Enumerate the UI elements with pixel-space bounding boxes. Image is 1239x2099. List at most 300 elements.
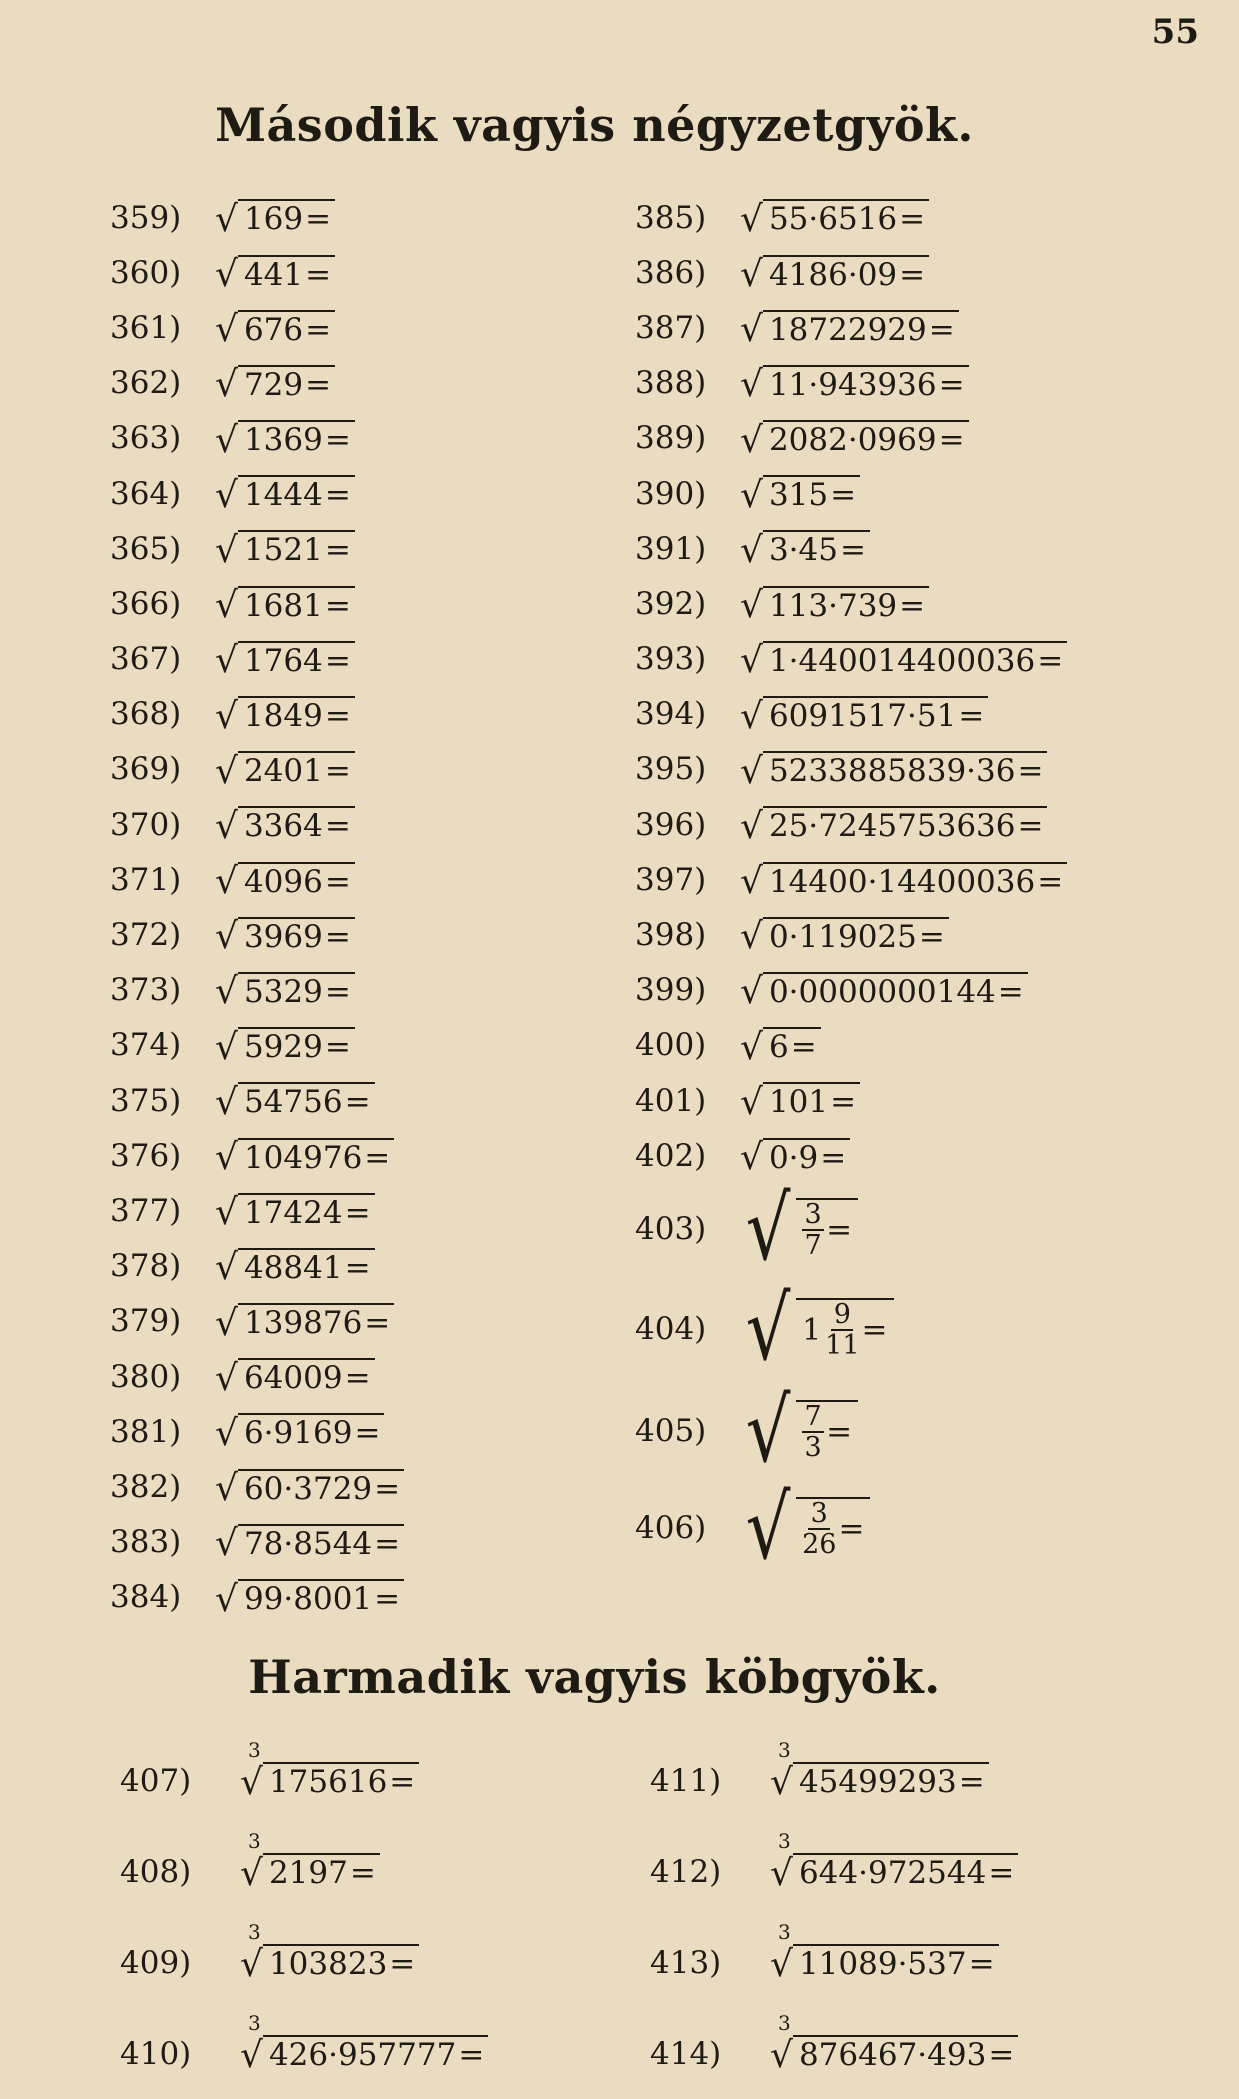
- radical-expression: [215, 474, 355, 516]
- radical-expression: [240, 1829, 380, 1894]
- equals-sign: =: [988, 1855, 1015, 1892]
- denominator: 26: [802, 1529, 837, 1561]
- exercise-number: 394): [635, 696, 707, 733]
- exercise-number: 388): [635, 365, 707, 402]
- radical-expression: [740, 585, 929, 627]
- radicand: 25·7245753636=: [763, 806, 1048, 843]
- exercise-row: [110, 1349, 404, 1404]
- equals-sign: =: [988, 2037, 1015, 2074]
- exercise-number: 398): [635, 917, 707, 954]
- radicand: 5233885839·36=: [763, 751, 1048, 788]
- radicand: 101=: [763, 1082, 860, 1119]
- radical-expression: [215, 419, 355, 461]
- radicand: 2082·0969=: [763, 420, 969, 457]
- exercise-row: [110, 521, 404, 576]
- radical-expression: [215, 309, 335, 351]
- exercise-number: 380): [110, 1358, 182, 1395]
- radical-sign: √: [740, 750, 763, 792]
- exercise-number: 402): [635, 1137, 707, 1174]
- radicand: 2197=: [263, 1853, 380, 1890]
- radicand: 876467·493=: [793, 2035, 1018, 2072]
- radical-expression: [240, 2011, 488, 2076]
- exercise-row: [120, 1735, 488, 1826]
- exercise-number: 363): [110, 420, 182, 457]
- exercise-number: 408): [120, 1853, 192, 1890]
- exercise-row: [110, 1515, 404, 1570]
- radical-expression: [740, 309, 959, 351]
- exercise-row: [110, 1183, 404, 1238]
- root-index: 3: [248, 2011, 261, 2036]
- exercise-row: [635, 576, 1067, 631]
- radical-sign: √: [770, 2034, 793, 2076]
- equals-sign: =: [324, 918, 351, 955]
- radicand: 17424=: [238, 1193, 375, 1230]
- exercise-number: 377): [110, 1192, 182, 1229]
- radical-sign: √: [215, 1192, 238, 1234]
- exercise-number: 370): [110, 806, 182, 843]
- radical-expression: [215, 971, 355, 1013]
- exercise-row: [635, 1018, 1067, 1073]
- equals-sign: =: [820, 1139, 847, 1176]
- exercise-number: 368): [110, 696, 182, 733]
- equals-sign: =: [305, 201, 332, 238]
- radical-sign: √: [770, 1852, 793, 1894]
- equals-sign: =: [1037, 642, 1064, 679]
- equals-sign: =: [344, 1194, 371, 1231]
- equals-sign: =: [344, 1360, 371, 1397]
- radical-expression: [215, 585, 355, 627]
- equals-sign: =: [918, 918, 945, 955]
- radicand: 99·8001=: [238, 1579, 404, 1616]
- numerator: 3: [804, 1198, 822, 1230]
- equals-sign: =: [790, 1029, 817, 1066]
- exercise-number: 407): [120, 1762, 192, 1799]
- exercise-number: 390): [635, 475, 707, 512]
- numerator: 3: [810, 1497, 828, 1529]
- numerator: 9: [833, 1298, 851, 1330]
- exercise-number: 396): [635, 806, 707, 843]
- exercise-row: [110, 632, 404, 687]
- exercise-number: 401): [635, 1082, 707, 1119]
- exercise-row: [110, 687, 404, 742]
- exercise-row: [635, 797, 1067, 852]
- radical-sign: √: [770, 1761, 793, 1803]
- equals-sign: =: [344, 1249, 371, 1286]
- radical-expression: [740, 695, 988, 737]
- radicand: 729=: [238, 365, 335, 402]
- equals-sign: =: [305, 256, 332, 293]
- cube-roots-right-column: [650, 1735, 1018, 2099]
- fraction: [802, 1499, 836, 1560]
- exercise-number: 367): [110, 641, 182, 678]
- radicand: 3969=: [238, 917, 355, 954]
- radical-expression: [215, 1192, 375, 1234]
- equals-sign: =: [830, 477, 857, 514]
- equals-sign: =: [324, 1029, 351, 1066]
- radical-expression: [740, 529, 870, 571]
- exercise-number: 362): [110, 365, 182, 402]
- radicand: 103823=: [263, 1944, 419, 1981]
- radical-sign: √: [215, 364, 238, 406]
- square-roots-right-column: [635, 190, 1067, 1580]
- exercise-row: [110, 852, 404, 907]
- radical-sign: √: [215, 1523, 238, 1565]
- radical-expression: [215, 640, 355, 682]
- radical-expression: [215, 1578, 404, 1620]
- square-roots-left-column: [110, 190, 404, 1625]
- root-index: 3: [248, 1920, 261, 1945]
- radical-sign: √: [215, 1302, 238, 1344]
- radicand: 0·0000000144=: [763, 972, 1028, 1009]
- radicand: [796, 1497, 870, 1560]
- radical-expression: [215, 529, 355, 571]
- radical-sign: √: [740, 309, 763, 351]
- exercise-row: [635, 852, 1067, 907]
- equals-sign: =: [324, 422, 351, 459]
- radical-sign: √: [740, 585, 763, 627]
- radical-sign: √: [740, 1137, 763, 1179]
- radical-expression: [740, 640, 1067, 682]
- exercise-row: [635, 466, 1067, 521]
- exercise-row: [650, 1826, 1018, 1917]
- exercise-number: 378): [110, 1248, 182, 1285]
- radical-sign: √: [745, 1277, 791, 1381]
- exercise-number: 399): [635, 972, 707, 1009]
- equals-sign: =: [305, 366, 332, 403]
- equals-sign: =: [324, 863, 351, 900]
- page-number: 55: [1151, 12, 1199, 52]
- radical-sign: √: [215, 474, 238, 516]
- radicand: [796, 1400, 858, 1463]
- radical-sign: √: [740, 364, 763, 406]
- radicand: 5329=: [238, 972, 355, 1009]
- whole-part: 1: [802, 1312, 822, 1348]
- exercise-row: [635, 1073, 1067, 1128]
- exercise-row: [110, 742, 404, 797]
- exercise-row: [635, 907, 1067, 962]
- fraction-exercise-row: [635, 1379, 1067, 1483]
- exercise-number: 361): [110, 309, 182, 346]
- radical-sign: √: [240, 1943, 263, 1985]
- cube-roots-heading: Harmadik vagyis köbgyök.: [248, 1650, 941, 1704]
- exercise-number: 413): [650, 1944, 722, 1981]
- radicand: 3·45=: [763, 530, 870, 567]
- radical-expression: [740, 1137, 850, 1179]
- radical-sign: √: [740, 198, 763, 240]
- exercise-row: [635, 687, 1067, 742]
- radical-expression: [215, 1357, 375, 1399]
- root-index: 3: [778, 1920, 791, 1945]
- exercise-number: 369): [110, 751, 182, 788]
- radicand: 6091517·51=: [763, 696, 988, 733]
- exercise-number: 379): [110, 1303, 182, 1340]
- equals-sign: =: [458, 2037, 485, 2074]
- exercise-row: [635, 632, 1067, 687]
- equals-sign: =: [928, 311, 955, 348]
- exercise-number: 392): [635, 585, 707, 622]
- radical-expression: [240, 1920, 419, 1985]
- radical-expression: [215, 1468, 404, 1510]
- radical-sign: √: [740, 805, 763, 847]
- denominator: 7: [804, 1230, 822, 1262]
- radical-sign: √: [745, 1177, 791, 1281]
- equals-sign: =: [389, 1946, 416, 1983]
- radical-expression: [740, 364, 969, 406]
- radical-expression: [215, 805, 355, 847]
- radical-expression: [215, 1302, 394, 1344]
- radicand: 5929=: [238, 1027, 355, 1064]
- equals-sign: =: [324, 532, 351, 569]
- equals-sign: =: [354, 1415, 381, 1452]
- radicand: 14400·14400036=: [763, 862, 1067, 899]
- exercise-number: 383): [110, 1524, 182, 1561]
- radicand: 60·3729=: [238, 1469, 404, 1506]
- equals-sign: =: [305, 311, 332, 348]
- equals-sign: =: [374, 1581, 401, 1617]
- exercise-number: 403): [635, 1211, 707, 1248]
- exercise-number: 382): [110, 1468, 182, 1505]
- radicand: 676=: [238, 310, 335, 347]
- radical-sign: √: [215, 640, 238, 682]
- radicand: 104976=: [238, 1138, 394, 1175]
- radicand: 55·6516=: [763, 199, 929, 236]
- exercise-number: 391): [635, 530, 707, 567]
- radicand: 78·8544=: [238, 1524, 404, 1561]
- radical-expression: [215, 254, 335, 296]
- radical-expression: [215, 750, 355, 792]
- exercise-number: 375): [110, 1082, 182, 1119]
- exercise-number: 409): [120, 1944, 192, 1981]
- exercise-number: 372): [110, 917, 182, 954]
- exercise-number: 404): [635, 1311, 707, 1348]
- equals-sign: =: [389, 1764, 416, 1801]
- exercise-row: [110, 1018, 404, 1073]
- radical-sign: √: [740, 861, 763, 903]
- root-index: 3: [248, 1829, 261, 1854]
- radical-expression: [215, 695, 355, 737]
- radical-sign: √: [215, 861, 238, 903]
- radicand: 54756=: [238, 1082, 375, 1119]
- radical-expression: [740, 1081, 860, 1123]
- exercise-row: [650, 1917, 1018, 2008]
- equals-sign: =: [1017, 753, 1044, 790]
- exercise-number: 406): [635, 1510, 707, 1547]
- exercise-number: 412): [650, 1853, 722, 1890]
- exercise-row: [120, 2008, 488, 2099]
- exercise-number: 389): [635, 420, 707, 457]
- fraction-exercise-row: [635, 1476, 1067, 1580]
- radical-sign: √: [740, 254, 763, 296]
- radicand: 1764=: [238, 641, 355, 678]
- exercise-row: [110, 963, 404, 1018]
- radical-expression: [215, 1412, 384, 1454]
- equals-sign: =: [968, 1946, 995, 1983]
- equals-sign: =: [324, 587, 351, 624]
- exercise-number: 381): [110, 1413, 182, 1450]
- equals-sign: =: [826, 1414, 853, 1451]
- denominator: 3: [804, 1432, 822, 1464]
- radical-expression: [215, 1247, 375, 1289]
- radical-expression: [240, 1738, 419, 1803]
- radicand: 169=: [238, 199, 335, 236]
- equals-sign: =: [324, 698, 351, 734]
- exercise-row: [110, 1294, 404, 1349]
- equals-sign: =: [938, 422, 965, 459]
- radical-sign: √: [215, 1247, 238, 1289]
- radical-sign: √: [745, 1476, 791, 1580]
- exercise-row: [635, 742, 1067, 797]
- equals-sign: =: [324, 477, 351, 514]
- exercise-row: [635, 521, 1067, 576]
- radicand: 0·9=: [763, 1138, 850, 1175]
- numerator: 7: [804, 1400, 822, 1432]
- radicand: [796, 1198, 858, 1261]
- radical-sign: √: [240, 2034, 263, 2076]
- radical-expression: [740, 971, 1028, 1013]
- radicand: 1444=: [238, 475, 355, 512]
- radicand: 1521=: [238, 530, 355, 567]
- radical-sign: √: [215, 805, 238, 847]
- radical-expression: [740, 254, 929, 296]
- radical-expression: [770, 2011, 1018, 2076]
- equals-sign: =: [1017, 808, 1044, 845]
- radicand: 113·739=: [763, 586, 929, 623]
- root-index: 3: [778, 2011, 791, 2036]
- exercise-number: 359): [110, 199, 182, 236]
- equals-sign: =: [344, 1084, 371, 1121]
- equals-sign: =: [899, 256, 926, 293]
- radicand: 441=: [238, 255, 335, 292]
- radical-sign: √: [215, 1412, 238, 1454]
- exercise-row: [635, 190, 1067, 245]
- exercise-number: 373): [110, 972, 182, 1009]
- radicand: 3364=: [238, 806, 355, 843]
- exercise-row: [650, 1735, 1018, 1826]
- radical-expression: [215, 1137, 394, 1179]
- exercise-row: [110, 1239, 404, 1294]
- exercise-row: [110, 300, 404, 355]
- radicand: 4186·09=: [763, 255, 929, 292]
- radical-sign: √: [215, 585, 238, 627]
- radical-expression: [740, 419, 969, 461]
- radical-expression: [740, 474, 860, 516]
- radicand: 175616=: [263, 1762, 419, 1799]
- radical-sign: √: [745, 1379, 791, 1483]
- radical-sign: √: [215, 419, 238, 461]
- exercise-row: [110, 797, 404, 852]
- exercise-row: [110, 466, 404, 521]
- radical-expression: [740, 1026, 821, 1068]
- radicand: 644·972544=: [793, 1853, 1018, 1890]
- equals-sign: =: [938, 366, 965, 403]
- exercise-row: [110, 907, 404, 962]
- radical-sign: √: [240, 1761, 263, 1803]
- radical-sign: √: [215, 1137, 238, 1179]
- radical-expression: [215, 1523, 404, 1565]
- exercise-number: 400): [635, 1027, 707, 1064]
- fraction: [825, 1300, 859, 1361]
- equals-sign: =: [861, 1312, 888, 1349]
- radicand: 426·957777=: [263, 2035, 488, 2072]
- equals-sign: =: [374, 1470, 401, 1507]
- equals-sign: =: [324, 642, 351, 679]
- equals-sign: =: [958, 698, 985, 734]
- exercise-row: [110, 576, 404, 631]
- radical-expression: [770, 1920, 999, 1985]
- exercise-row: [110, 1570, 404, 1625]
- radicand: 1849=: [238, 696, 355, 733]
- radical-sign: √: [215, 254, 238, 296]
- exercise-row: [110, 245, 404, 300]
- radical-sign: √: [215, 971, 238, 1013]
- equals-sign: =: [364, 1305, 391, 1342]
- radicand: 1681=: [238, 586, 355, 623]
- radical-expression: [740, 916, 949, 958]
- equals-sign: =: [324, 808, 351, 845]
- exercise-row: [120, 1826, 488, 1917]
- radical-expression: [740, 861, 1067, 903]
- radical-expression: [215, 861, 355, 903]
- exercise-row: [635, 1128, 1067, 1183]
- exercise-number: 405): [635, 1413, 707, 1450]
- equals-sign: =: [826, 1212, 853, 1249]
- exercise-number: 410): [120, 2035, 192, 2072]
- radical-sign: √: [740, 916, 763, 958]
- fraction: [802, 1402, 824, 1463]
- cube-roots-left-column: [120, 1735, 488, 2099]
- equals-sign: =: [958, 1764, 985, 1801]
- equals-sign: =: [364, 1139, 391, 1176]
- exercise-number: 365): [110, 530, 182, 567]
- radicand: 64009=: [238, 1358, 375, 1395]
- radical-sign: √: [740, 474, 763, 516]
- radical-expression: [770, 1829, 1018, 1894]
- radical-sign: √: [215, 750, 238, 792]
- radical-sign: √: [740, 971, 763, 1013]
- radicand: 6=: [763, 1027, 821, 1064]
- radical-sign: √: [740, 640, 763, 682]
- radicand: 6·9169=: [238, 1413, 384, 1450]
- radical-sign: √: [740, 1026, 763, 1068]
- exercise-number: 374): [110, 1027, 182, 1064]
- radical-sign: √: [215, 529, 238, 571]
- radical-sign: √: [240, 1852, 263, 1894]
- radicand: 4096=: [238, 862, 355, 899]
- equals-sign: =: [899, 587, 926, 624]
- radical-sign: √: [215, 309, 238, 351]
- equals-sign: =: [830, 1084, 857, 1121]
- radicand: [796, 1298, 893, 1361]
- equals-sign: =: [324, 973, 351, 1010]
- radical-expression: [215, 916, 355, 958]
- exercise-number: 384): [110, 1579, 182, 1616]
- exercise-number: 397): [635, 861, 707, 898]
- fraction-exercise-row: [635, 1275, 1067, 1383]
- radical-expression: [740, 805, 1047, 847]
- radical-sign: √: [740, 419, 763, 461]
- equals-sign: =: [839, 532, 866, 569]
- equals-sign: =: [374, 1525, 401, 1562]
- radicand: 315=: [763, 475, 860, 512]
- fraction-exercise-row: [635, 1177, 1067, 1281]
- radical-sign: √: [215, 1026, 238, 1068]
- exercise-number: 385): [635, 199, 707, 236]
- exercise-row: [635, 356, 1067, 411]
- equals-sign: =: [838, 1511, 865, 1548]
- square-roots-heading: Második vagyis négyzetgyök.: [215, 98, 974, 152]
- exercise-number: 360): [110, 254, 182, 291]
- root-index: 3: [248, 1738, 261, 1763]
